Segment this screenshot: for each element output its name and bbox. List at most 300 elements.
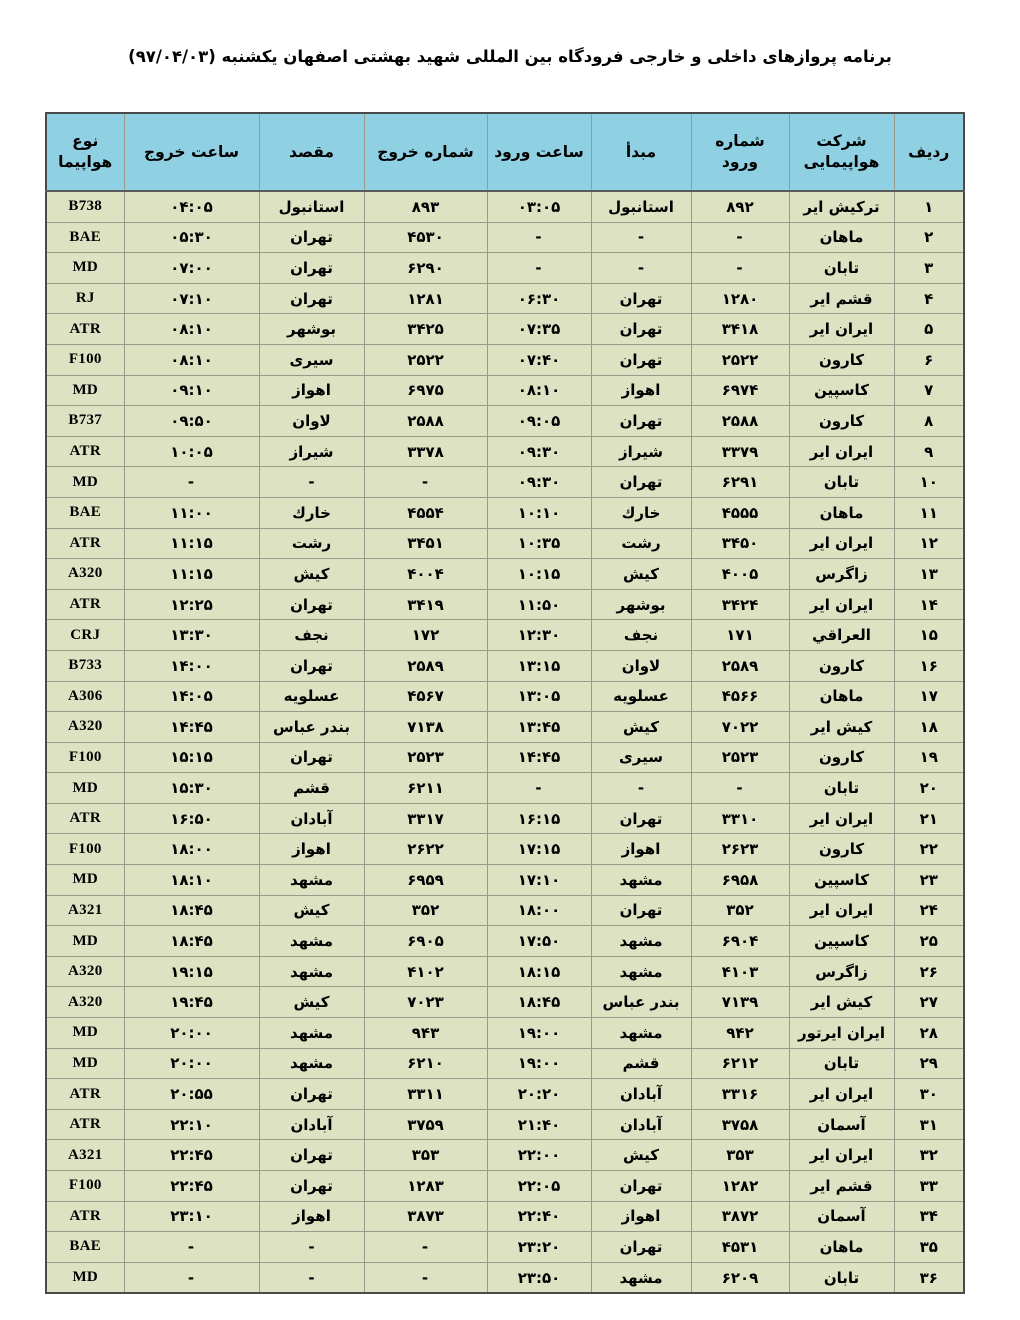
cell-origin: تهران — [591, 467, 691, 498]
cell-row-index: ۳۲ — [894, 1140, 964, 1171]
cell-arrival-number: ۹۴۲ — [691, 1018, 789, 1049]
cell-airline: قشم ایر — [789, 1171, 894, 1202]
flight-schedule-table-wrapper — [55, 112, 965, 1294]
cell-airline: ایران ایر — [789, 1079, 894, 1110]
cell-arrival-number: ۳۴۵۰ — [691, 528, 789, 559]
cell-row-index: ۸ — [894, 406, 964, 437]
cell-aircraft-type: ATR — [46, 314, 124, 345]
cell-origin: تهران — [591, 1232, 691, 1263]
table-row — [46, 926, 964, 957]
cell-departure-time: ۱۰:۰۵ — [124, 436, 259, 467]
cell-destination: مشهد — [259, 1018, 364, 1049]
column-header-departure-number-line1: شماره خروج — [377, 142, 474, 161]
cell-origin: تهران — [591, 895, 691, 926]
cell-airline: ایران ایر — [789, 1140, 894, 1171]
cell-departure-number: ۳۵۲ — [364, 895, 487, 926]
cell-departure-number: ۱۲۸۳ — [364, 1171, 487, 1202]
column-header-row-index — [894, 113, 964, 191]
cell-aircraft-type: MD — [46, 467, 124, 498]
cell-airline: آسمان — [789, 1109, 894, 1140]
cell-departure-number: ۴۱۰۲ — [364, 956, 487, 987]
cell-departure-number: ۶۹۵۹ — [364, 865, 487, 896]
cell-arrival-number: ۸۹۲ — [691, 191, 789, 222]
cell-aircraft-type: MD — [46, 773, 124, 804]
column-header-aircraft-type — [46, 113, 124, 191]
cell-arrival-number: ۲۵۸۸ — [691, 406, 789, 437]
cell-aircraft-type: ATR — [46, 1201, 124, 1232]
column-header-airline-line1: شرکت — [816, 132, 867, 151]
cell-departure-number: ۹۴۳ — [364, 1018, 487, 1049]
cell-departure-number: ۶۲۱۰ — [364, 1048, 487, 1079]
cell-row-index: ۳۶ — [894, 1262, 964, 1293]
cell-arrival-time: ۲۳:۵۰ — [487, 1262, 591, 1293]
cell-aircraft-type: BAE — [46, 1232, 124, 1263]
cell-destination: تهران — [259, 253, 364, 284]
cell-destination: تهران — [259, 1079, 364, 1110]
cell-arrival-number: ۳۵۲ — [691, 895, 789, 926]
table-row — [46, 528, 964, 559]
cell-departure-time: ۱۸:۱۰ — [124, 865, 259, 896]
column-header-aircraft-type-line2: هواپیما — [58, 153, 113, 171]
cell-departure-time: ۰۸:۱۰ — [124, 344, 259, 375]
column-header-arrival-number — [691, 113, 789, 191]
cell-departure-time: ۱۲:۲۵ — [124, 589, 259, 620]
cell-departure-time: ۲۰:۵۵ — [124, 1079, 259, 1110]
cell-row-index: ۱ — [894, 191, 964, 222]
cell-departure-number: ۸۹۳ — [364, 191, 487, 222]
table-row — [46, 1018, 964, 1049]
cell-destination: - — [259, 467, 364, 498]
cell-departure-time: ۱۱:۰۰ — [124, 497, 259, 528]
cell-row-index: ۲۲ — [894, 834, 964, 865]
cell-arrival-time: ۱۶:۱۵ — [487, 803, 591, 834]
cell-arrival-number: ۱۲۸۰ — [691, 283, 789, 314]
table-row — [46, 742, 964, 773]
cell-airline: کاسپین — [789, 926, 894, 957]
cell-arrival-number: ۲۵۸۹ — [691, 650, 789, 681]
cell-departure-number: ۳۸۷۳ — [364, 1201, 487, 1232]
table-row — [46, 1079, 964, 1110]
cell-destination: تهران — [259, 742, 364, 773]
cell-origin: - — [591, 253, 691, 284]
cell-departure-time: ۱۶:۵۰ — [124, 803, 259, 834]
cell-aircraft-type: B733 — [46, 650, 124, 681]
cell-aircraft-type: F100 — [46, 344, 124, 375]
cell-origin: کیش — [591, 1140, 691, 1171]
cell-aircraft-type: ATR — [46, 436, 124, 467]
cell-departure-time: ۰۵:۳۰ — [124, 222, 259, 253]
cell-departure-time: ۱۴:۰۰ — [124, 650, 259, 681]
cell-departure-time: ۲۲:۴۵ — [124, 1140, 259, 1171]
cell-departure-number: ۲۶۲۲ — [364, 834, 487, 865]
cell-arrival-number: ۴۵۵۵ — [691, 497, 789, 528]
cell-arrival-time: ۱۹:۰۰ — [487, 1018, 591, 1049]
cell-destination: تهران — [259, 589, 364, 620]
cell-destination: بندر عباس — [259, 712, 364, 743]
cell-origin: قشم — [591, 1048, 691, 1079]
cell-arrival-number: ۶۹۰۴ — [691, 926, 789, 957]
cell-aircraft-type: MD — [46, 1048, 124, 1079]
cell-destination: رشت — [259, 528, 364, 559]
cell-origin: اهواز — [591, 375, 691, 406]
cell-airline: زاگرس — [789, 559, 894, 590]
cell-destination: نجف — [259, 620, 364, 651]
cell-origin: سیری — [591, 742, 691, 773]
cell-destination: کیش — [259, 987, 364, 1018]
column-header-airline-line2: هواپیمایی — [803, 153, 880, 171]
table-row — [46, 191, 964, 222]
cell-arrival-number: ۳۳۱۰ — [691, 803, 789, 834]
cell-destination: مشهد — [259, 926, 364, 957]
cell-arrival-time: ۲۲:۴۰ — [487, 1201, 591, 1232]
cell-aircraft-type: A320 — [46, 987, 124, 1018]
cell-origin: عسلویه — [591, 681, 691, 712]
cell-aircraft-type: MD — [46, 375, 124, 406]
cell-airline: ماهان — [789, 1232, 894, 1263]
table-row — [46, 987, 964, 1018]
cell-aircraft-type: ATR — [46, 589, 124, 620]
cell-airline: ماهان — [789, 681, 894, 712]
cell-arrival-number: ۲۵۲۳ — [691, 742, 789, 773]
cell-departure-number: ۳۴۱۹ — [364, 589, 487, 620]
column-header-departure-number — [364, 113, 487, 191]
cell-origin: مشهد — [591, 956, 691, 987]
cell-aircraft-type: MD — [46, 1018, 124, 1049]
cell-departure-number: ۱۷۲ — [364, 620, 487, 651]
cell-departure-time: ۱۸:۴۵ — [124, 895, 259, 926]
cell-destination: اهواز — [259, 1201, 364, 1232]
cell-arrival-time: ۲۱:۴۰ — [487, 1109, 591, 1140]
table-row — [46, 222, 964, 253]
cell-origin: تهران — [591, 283, 691, 314]
cell-arrival-time: ۲۳:۲۰ — [487, 1232, 591, 1263]
cell-departure-time: ۱۱:۱۵ — [124, 528, 259, 559]
cell-destination: تهران — [259, 1140, 364, 1171]
cell-departure-number: ۴۵۳۰ — [364, 222, 487, 253]
cell-arrival-time: ۱۳:۴۵ — [487, 712, 591, 743]
cell-row-index: ۲۳ — [894, 865, 964, 896]
cell-arrival-time: ۱۰:۳۵ — [487, 528, 591, 559]
cell-row-index: ۱۸ — [894, 712, 964, 743]
cell-arrival-number: - — [691, 773, 789, 804]
cell-departure-time: ۲۳:۱۰ — [124, 1201, 259, 1232]
cell-departure-number: ۲۵۲۲ — [364, 344, 487, 375]
cell-departure-time: ۱۵:۳۰ — [124, 773, 259, 804]
table-row — [46, 467, 964, 498]
table-row — [46, 865, 964, 896]
cell-origin: کیش — [591, 712, 691, 743]
cell-airline: تابان — [789, 1262, 894, 1293]
cell-row-index: ۲ — [894, 222, 964, 253]
cell-airline: تابان — [789, 1048, 894, 1079]
cell-departure-time: ۰۷:۱۰ — [124, 283, 259, 314]
cell-arrival-time: ۰۹:۰۵ — [487, 406, 591, 437]
column-header-arrival-time-line1: ساعت ورود — [494, 142, 584, 161]
cell-airline: کارون — [789, 834, 894, 865]
cell-departure-time: ۰۷:۰۰ — [124, 253, 259, 284]
cell-departure-number: ۶۹۷۵ — [364, 375, 487, 406]
cell-origin: مشهد — [591, 926, 691, 957]
cell-destination: مشهد — [259, 956, 364, 987]
cell-origin: آبادان — [591, 1109, 691, 1140]
cell-arrival-time: ۰۷:۴۰ — [487, 344, 591, 375]
cell-origin: رشت — [591, 528, 691, 559]
cell-arrival-time: ۲۲:۰۵ — [487, 1171, 591, 1202]
cell-arrival-number: ۶۲۱۲ — [691, 1048, 789, 1079]
table-row — [46, 712, 964, 743]
cell-destination: اهواز — [259, 375, 364, 406]
cell-departure-number: ۲۵۲۳ — [364, 742, 487, 773]
table-row — [46, 773, 964, 804]
cell-airline: ایران ایر — [789, 895, 894, 926]
cell-arrival-time: ۱۲:۳۰ — [487, 620, 591, 651]
table-row — [46, 375, 964, 406]
table-row — [46, 1048, 964, 1079]
cell-departure-time: ۱۸:۴۵ — [124, 926, 259, 957]
cell-origin: بوشهر — [591, 589, 691, 620]
cell-arrival-time: ۱۰:۱۰ — [487, 497, 591, 528]
cell-aircraft-type: A321 — [46, 895, 124, 926]
cell-arrival-number: ۴۰۰۵ — [691, 559, 789, 590]
cell-origin: شیراز — [591, 436, 691, 467]
column-header-destination — [259, 113, 364, 191]
cell-arrival-number: ۳۳۷۹ — [691, 436, 789, 467]
cell-departure-time: ۱۹:۱۵ — [124, 956, 259, 987]
cell-row-index: ۲۴ — [894, 895, 964, 926]
cell-destination: شیراز — [259, 436, 364, 467]
table-row — [46, 497, 964, 528]
cell-arrival-time: ۱۳:۱۵ — [487, 650, 591, 681]
cell-origin: تهران — [591, 344, 691, 375]
cell-arrival-number: ۴۱۰۳ — [691, 956, 789, 987]
table-row — [46, 834, 964, 865]
table-row — [46, 1201, 964, 1232]
cell-arrival-number: ۶۲۰۹ — [691, 1262, 789, 1293]
cell-arrival-time: ۰۹:۳۰ — [487, 436, 591, 467]
cell-aircraft-type: MD — [46, 1262, 124, 1293]
cell-row-index: ۱۶ — [894, 650, 964, 681]
cell-departure-time: - — [124, 467, 259, 498]
cell-departure-number: ۱۲۸۱ — [364, 283, 487, 314]
cell-arrival-time: - — [487, 222, 591, 253]
cell-arrival-time: ۱۷:۱۰ — [487, 865, 591, 896]
cell-destination: اهواز — [259, 834, 364, 865]
cell-airline: تابان — [789, 253, 894, 284]
cell-arrival-time: ۲۰:۲۰ — [487, 1079, 591, 1110]
cell-row-index: ۱۲ — [894, 528, 964, 559]
cell-row-index: ۳ — [894, 253, 964, 284]
cell-arrival-time: ۰۷:۳۵ — [487, 314, 591, 345]
cell-aircraft-type: ATR — [46, 1079, 124, 1110]
column-header-departure-time — [124, 113, 259, 191]
cell-arrival-number: ۶۹۷۴ — [691, 375, 789, 406]
cell-row-index: ۵ — [894, 314, 964, 345]
cell-departure-number: ۶۹۰۵ — [364, 926, 487, 957]
cell-arrival-number: ۳۴۱۸ — [691, 314, 789, 345]
cell-row-index: ۲۸ — [894, 1018, 964, 1049]
cell-aircraft-type: BAE — [46, 497, 124, 528]
cell-airline: کارون — [789, 742, 894, 773]
cell-row-index: ۹ — [894, 436, 964, 467]
cell-destination: - — [259, 1232, 364, 1263]
cell-row-index: ۲۹ — [894, 1048, 964, 1079]
cell-departure-number: - — [364, 1262, 487, 1293]
cell-departure-time: ۰۸:۱۰ — [124, 314, 259, 345]
cell-arrival-time: ۱۱:۵۰ — [487, 589, 591, 620]
cell-arrival-time: ۱۸:۴۵ — [487, 987, 591, 1018]
cell-destination: خارك — [259, 497, 364, 528]
cell-origin: مشهد — [591, 1018, 691, 1049]
cell-aircraft-type: F100 — [46, 1171, 124, 1202]
cell-arrival-number: ۲۵۲۲ — [691, 344, 789, 375]
cell-aircraft-type: ATR — [46, 1109, 124, 1140]
cell-arrival-time: ۱۰:۱۵ — [487, 559, 591, 590]
cell-arrival-number: ۶۹۵۸ — [691, 865, 789, 896]
cell-arrival-time: ۰۶:۳۰ — [487, 283, 591, 314]
cell-arrival-number: ۳۵۳ — [691, 1140, 789, 1171]
cell-departure-time: ۲۲:۱۰ — [124, 1109, 259, 1140]
page-title: برنامه پروازهای داخلی و خارجی فرودگاه بین المللی شهید بهشتی اصفهان یکشنبه (۹۷/۰۴/۰۳) — [128, 47, 892, 66]
cell-airline: ایران ایر — [789, 528, 894, 559]
cell-destination: قشم — [259, 773, 364, 804]
cell-airline: کاسپین — [789, 375, 894, 406]
table-row — [46, 559, 964, 590]
cell-aircraft-type: F100 — [46, 834, 124, 865]
cell-row-index: ۱۷ — [894, 681, 964, 712]
cell-arrival-number: ۴۵۳۱ — [691, 1232, 789, 1263]
column-header-airline — [789, 113, 894, 191]
table-header — [46, 113, 964, 191]
table-row — [46, 1140, 964, 1171]
cell-row-index: ۲۰ — [894, 773, 964, 804]
column-header-arrival-time — [487, 113, 591, 191]
cell-aircraft-type: ATR — [46, 528, 124, 559]
table-row — [46, 283, 964, 314]
table-row — [46, 436, 964, 467]
cell-airline: ایران ایر — [789, 314, 894, 345]
cell-destination: بوشهر — [259, 314, 364, 345]
cell-row-index: ۳۱ — [894, 1109, 964, 1140]
cell-origin: کیش — [591, 559, 691, 590]
cell-row-index: ۱۳ — [894, 559, 964, 590]
cell-row-index: ۷ — [894, 375, 964, 406]
cell-arrival-number: ۳۴۲۴ — [691, 589, 789, 620]
cell-aircraft-type: MD — [46, 926, 124, 957]
cell-destination: مشهد — [259, 865, 364, 896]
cell-aircraft-type: F100 — [46, 742, 124, 773]
cell-origin: مشهد — [591, 865, 691, 896]
cell-airline: ایران ایرتور — [789, 1018, 894, 1049]
cell-departure-number: ۶۲۹۰ — [364, 253, 487, 284]
cell-airline: تابان — [789, 467, 894, 498]
cell-origin: استانبول — [591, 191, 691, 222]
cell-destination: تهران — [259, 283, 364, 314]
cell-airline: زاگرس — [789, 956, 894, 987]
cell-arrival-time: ۱۷:۱۵ — [487, 834, 591, 865]
cell-origin: تهران — [591, 314, 691, 345]
table-row — [46, 314, 964, 345]
cell-airline: العراقي — [789, 620, 894, 651]
cell-destination: کیش — [259, 895, 364, 926]
cell-aircraft-type: B737 — [46, 406, 124, 437]
cell-arrival-time: ۰۹:۳۰ — [487, 467, 591, 498]
column-header-arrival-number-line2: ورود — [721, 153, 759, 171]
cell-aircraft-type: BAE — [46, 222, 124, 253]
cell-aircraft-type: A320 — [46, 712, 124, 743]
cell-origin: آبادان — [591, 1079, 691, 1110]
cell-row-index: ۱۱ — [894, 497, 964, 528]
cell-origin: لاوان — [591, 650, 691, 681]
table-row — [46, 681, 964, 712]
cell-aircraft-type: ATR — [46, 803, 124, 834]
table-row — [46, 1109, 964, 1140]
cell-airline: ماهان — [789, 222, 894, 253]
cell-arrival-time: ۱۸:۰۰ — [487, 895, 591, 926]
cell-airline: ایران ایر — [789, 803, 894, 834]
cell-arrival-number: ۱۷۱ — [691, 620, 789, 651]
cell-departure-time: - — [124, 1262, 259, 1293]
cell-destination: سیری — [259, 344, 364, 375]
table-row — [46, 344, 964, 375]
cell-airline: تابان — [789, 773, 894, 804]
cell-arrival-number: - — [691, 222, 789, 253]
cell-destination: تهران — [259, 650, 364, 681]
cell-arrival-time: - — [487, 253, 591, 284]
cell-departure-time: ۲۲:۴۵ — [124, 1171, 259, 1202]
cell-arrival-number: ۱۲۸۲ — [691, 1171, 789, 1202]
table-row — [46, 650, 964, 681]
table-row — [46, 1262, 964, 1293]
column-header-arrival-number-line1: شماره — [715, 132, 765, 151]
cell-departure-number: ۷۱۳۸ — [364, 712, 487, 743]
column-header-row-index-line1: ردیف — [908, 142, 950, 161]
cell-arrival-time: ۰۳:۰۵ — [487, 191, 591, 222]
cell-departure-number: ۴۵۵۴ — [364, 497, 487, 528]
cell-aircraft-type: A320 — [46, 956, 124, 987]
cell-airline: کارون — [789, 650, 894, 681]
cell-airline: آسمان — [789, 1201, 894, 1232]
column-header-origin-line1: مبدأ — [625, 142, 657, 161]
cell-row-index: ۱۹ — [894, 742, 964, 773]
cell-airline: قشم ایر — [789, 283, 894, 314]
cell-departure-number: ۲۵۸۹ — [364, 650, 487, 681]
cell-departure-number: ۷۰۲۳ — [364, 987, 487, 1018]
cell-arrival-time: ۱۸:۱۵ — [487, 956, 591, 987]
cell-departure-time: ۰۴:۰۵ — [124, 191, 259, 222]
cell-airline: کیش ایر — [789, 712, 894, 743]
cell-arrival-time: ۱۴:۴۵ — [487, 742, 591, 773]
cell-row-index: ۳۵ — [894, 1232, 964, 1263]
cell-aircraft-type: MD — [46, 253, 124, 284]
header-row — [46, 113, 964, 191]
table-body — [46, 191, 964, 1293]
cell-origin: تهران — [591, 803, 691, 834]
cell-row-index: ۲۵ — [894, 926, 964, 957]
cell-departure-number: - — [364, 467, 487, 498]
cell-departure-time: ۱۸:۰۰ — [124, 834, 259, 865]
cell-arrival-number: ۴۵۶۶ — [691, 681, 789, 712]
table-row — [46, 253, 964, 284]
cell-arrival-time: - — [487, 773, 591, 804]
table-row — [46, 803, 964, 834]
cell-aircraft-type: A306 — [46, 681, 124, 712]
cell-destination: آبادان — [259, 803, 364, 834]
cell-origin: اهواز — [591, 834, 691, 865]
cell-aircraft-type: MD — [46, 865, 124, 896]
cell-row-index: ۱۵ — [894, 620, 964, 651]
cell-origin: اهواز — [591, 1201, 691, 1232]
cell-airline: ایران ایر — [789, 436, 894, 467]
